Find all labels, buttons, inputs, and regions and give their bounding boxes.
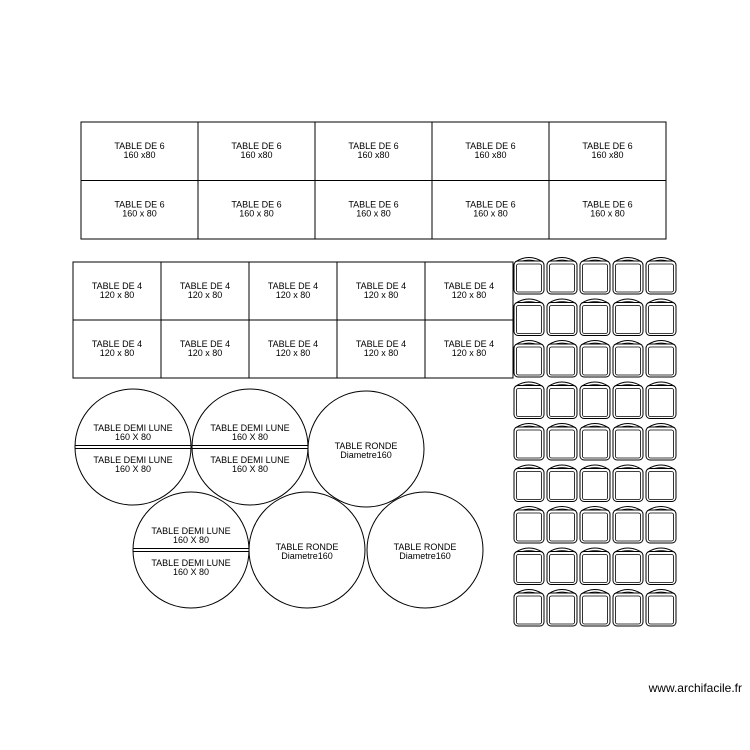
chair [613,507,643,544]
table-de-4[interactable] [73,262,161,320]
chair-seat [613,593,643,626]
chair-seat [646,261,676,294]
table-title: TABLE DE 4 [355,339,407,349]
chair [547,465,577,502]
watermark: www.archifacile.fr [648,681,742,695]
table-title: TABLE DE 4 [91,281,143,291]
table-dims: 160 x80 [123,150,156,160]
table-dims: 160 x 80 [122,208,157,219]
table-title: TABLE DE 6 [582,141,633,151]
chair-seat [613,552,643,585]
chair [646,507,676,544]
chair [613,548,643,585]
demi-lune-dims: 160 X 80 [114,432,152,442]
table-de-4[interactable] [337,262,425,320]
table-dims: 120 x 80 [363,348,399,358]
table-title: TABLE DE 6 [348,199,399,210]
chair [514,258,544,295]
chair [613,382,643,419]
chair [646,382,676,419]
chair-seat [580,427,610,460]
chair [646,341,676,378]
chair-seat [646,344,676,377]
chair-seat [580,386,610,419]
chair-seat [514,386,544,419]
table-title: TABLE DE 6 [582,199,633,210]
table-dims: 160 x80 [474,150,507,160]
chairs-group [514,258,676,627]
table-dims: 120 x 80 [99,290,135,300]
chair [580,258,610,295]
table-title: TABLE DE 4 [355,281,407,291]
table-de-6[interactable] [315,122,432,181]
chair-seat [547,427,577,460]
demi-lune-dims: 160 X 80 [114,464,152,474]
table-ronde[interactable] [308,391,424,507]
table-title: TABLE DE 4 [91,339,143,349]
chair-seat [580,303,610,336]
table-title: TABLE DE 4 [179,281,231,291]
chair-seat [613,510,643,543]
table-de-6[interactable] [549,181,666,240]
table-de-4[interactable] [249,262,337,320]
tables-de-4-group [73,262,513,378]
demi-lune-title: TABLE DEMI LUNE [93,455,173,465]
chair [613,465,643,502]
chair-seat [646,593,676,626]
chair-seat [547,303,577,336]
table-dims: 120 x 80 [187,290,223,300]
chair [646,424,676,461]
table-dims: 160 x 80 [473,208,508,219]
table-title: TABLE DE 6 [231,141,282,151]
chair [613,299,643,336]
chair-seat [580,261,610,294]
table-ronde-title: TABLE RONDE [275,542,339,552]
chair [514,341,544,378]
demi-lune-title: TABLE DEMI LUNE [151,526,231,536]
table-ronde-dims: Diametre160 [340,450,392,460]
table-title: TABLE DE 6 [231,199,282,210]
table-de-6[interactable] [198,122,315,181]
tables-de-6-group [81,122,666,239]
table-ronde[interactable] [367,492,483,608]
chair [580,299,610,336]
table-de-6[interactable] [315,181,432,240]
table-dims: 160 x 80 [356,208,391,219]
chair-seat [646,510,676,543]
chair-seat [613,261,643,294]
chair-seat [547,261,577,294]
demi-lune-dims: 160 X 80 [231,464,269,474]
table-dims: 120 x 80 [275,348,311,358]
chair [514,465,544,502]
table-de-6[interactable] [432,122,549,181]
chair [646,299,676,336]
chair-seat [613,469,643,502]
chair-seat [613,303,643,336]
demi-lune-title: TABLE DEMI LUNE [210,455,290,465]
table-ronde-title: TABLE RONDE [393,542,457,552]
table-dims: 120 x 80 [187,348,223,358]
chair [514,424,544,461]
chair [580,548,610,585]
table-title: TABLE DE 6 [348,141,399,151]
chair [613,258,643,295]
chair [547,299,577,336]
table-title: TABLE DE 4 [443,281,495,291]
table-dims: 120 x 80 [275,290,311,300]
chair-seat [613,386,643,419]
demi-lune-dims: 160 X 80 [172,535,210,545]
chair-seat [613,427,643,460]
chair [514,507,544,544]
chair-seat [514,552,544,585]
table-ronde[interactable] [249,492,365,608]
chair [547,341,577,378]
table-dims: 120 x 80 [99,348,135,358]
demi-lune-title: TABLE DEMI LUNE [151,558,231,568]
table-title: TABLE DE 4 [267,281,319,291]
chair-seat [646,469,676,502]
table-de-6[interactable] [432,181,549,240]
table-de-6[interactable] [549,122,666,181]
chair [580,507,610,544]
chair [613,424,643,461]
chair [514,548,544,585]
chair-seat [547,510,577,543]
table-title: TABLE DE 4 [443,339,495,349]
chair-seat [613,344,643,377]
table-title: TABLE DE 6 [114,199,165,210]
chair [646,548,676,585]
table-title: TABLE DE 6 [114,141,165,151]
demi-lune-title: TABLE DEMI LUNE [93,423,173,433]
chair-seat [547,552,577,585]
demi-lune-pair[interactable] [133,492,249,608]
chair [613,590,643,627]
table-title: TABLE DE 4 [179,339,231,349]
table-title: TABLE DE 6 [465,199,516,210]
table-de-6[interactable] [81,122,198,181]
chair [547,590,577,627]
table-ronde-dims: Diametre160 [281,551,333,561]
demi-lune-dims: 160 X 80 [172,567,210,577]
table-title: TABLE DE 6 [465,141,516,151]
chair-seat [547,469,577,502]
table-de-4[interactable] [161,262,249,320]
chair-seat [646,303,676,336]
chair-seat [547,344,577,377]
table-dims: 160 x80 [591,150,624,160]
chair-seat [514,261,544,294]
table-dims: 120 x 80 [363,290,399,300]
chair [514,299,544,336]
chair [580,424,610,461]
chair-seat [514,303,544,336]
table-title: TABLE DE 4 [267,339,319,349]
chair-seat [580,344,610,377]
chair-seat [646,427,676,460]
chair-seat [580,593,610,626]
table-de-4[interactable] [425,320,513,378]
chair [547,382,577,419]
table-dims: 120 x 80 [451,348,487,358]
chair [547,258,577,295]
chair-seat [580,510,610,543]
demi-lune-title: TABLE DEMI LUNE [210,423,290,433]
chair-seat [646,552,676,585]
table-de-4[interactable] [425,262,513,320]
chair-seat [514,427,544,460]
chair [646,258,676,295]
chair-seat [646,386,676,419]
table-dims: 160 x80 [357,150,390,160]
chair [547,424,577,461]
chair-seat [514,593,544,626]
chair [580,341,610,378]
chair-seat [514,510,544,543]
table-de-6[interactable] [81,181,198,240]
chair [580,465,610,502]
chair-seat [580,469,610,502]
chair [580,590,610,627]
table-ronde-dims: Diametre160 [399,551,451,561]
chair-seat [547,386,577,419]
chair [514,382,544,419]
table-de-4[interactable] [249,320,337,378]
chair [547,548,577,585]
chair-seat [580,552,610,585]
chair [514,590,544,627]
chair [646,590,676,627]
chair-seat [514,469,544,502]
chair-seat [514,344,544,377]
table-dims: 120 x 80 [451,290,487,300]
demi-lune-outline [192,389,308,505]
table-de-4[interactable] [161,320,249,378]
table-ronde-title: TABLE RONDE [334,441,398,451]
table-dims: 160 x80 [240,150,273,160]
table-de-6[interactable] [198,181,315,240]
chair-seat [547,593,577,626]
table-dims: 160 x 80 [590,208,625,219]
table-dims: 160 x 80 [239,208,274,219]
demi-lune-dims: 160 X 80 [231,432,269,442]
chair [613,341,643,378]
demi-lune-outline [133,492,249,608]
demi-lune-pair[interactable] [192,389,308,505]
demi-lune-pair[interactable] [75,389,191,505]
chair [646,465,676,502]
table-de-4[interactable] [73,320,161,378]
demi-lune-outline [75,389,191,505]
table-de-4[interactable] [337,320,425,378]
chair [580,382,610,419]
chair [547,507,577,544]
